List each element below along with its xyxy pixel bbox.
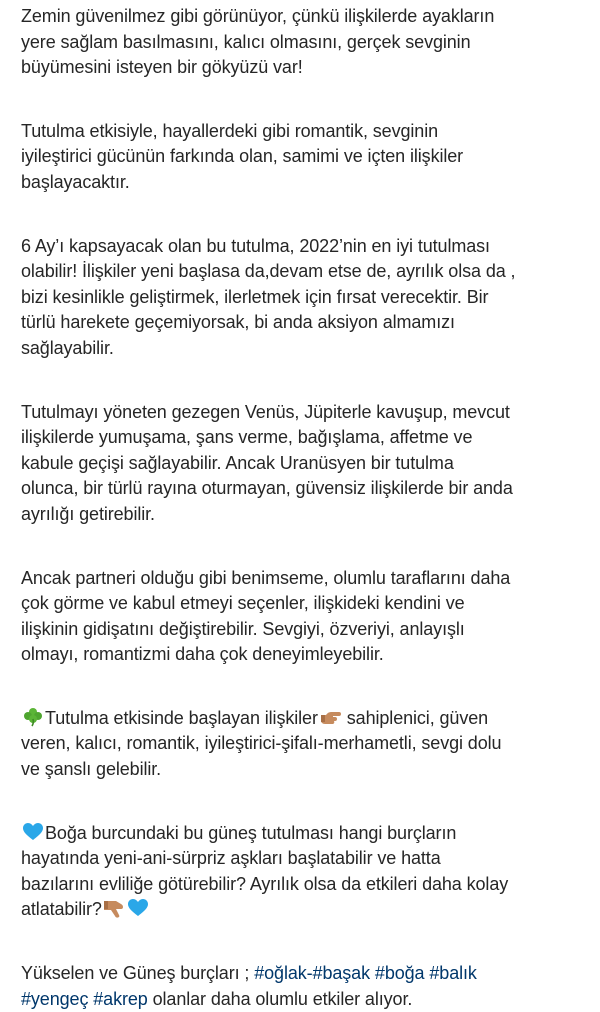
backhand-index-pointing-right-icon [319, 707, 341, 727]
text-line: 6 Ay’ı kapsayacak olan bu tutulma, 2022’nin en iyi tutulması [21, 235, 490, 256]
text-line: olunca, bir türlü rayına oturmayan, güvensiz ilişkilerde bir anda [21, 478, 513, 499]
text-line: Tutulmayı yöneten gezegen Venüs, Jüpiterle kavuşup, mevcut [21, 401, 510, 422]
text-line: olabilir! İlişkiler yeni başlasa da,devam etse de, ayrılık olsa da , [21, 261, 516, 282]
text-line: Tutulma etkisiyle, hayallerdeki gibi romantik, sevginin [21, 120, 439, 141]
paragraph-relationships [21, 706, 582, 783]
text-line: Ancak partneri olduğu gibi benimseme, olumlu taraflarını daha [21, 567, 511, 588]
text-line: kabule geçişi sağlayabilir. Ancak Uranüsyen bir tutulma [21, 452, 454, 473]
text-segment: atlatabilir? [21, 899, 102, 920]
text-line: yere sağlam basılmasını, kalıcı olmasını, gerçek sevginin [21, 31, 471, 52]
text-line: ayrılığı getirebilir. [21, 503, 155, 524]
text-line: hayatında yeni-ani-sürpriz aşkları başlatabilir ve hatta [21, 848, 441, 869]
text-line [21, 961, 582, 987]
text-line: bizi kesinlikle geliştirmek, ilerletmek için fırsat verecektir. Bir [21, 286, 489, 307]
hashtag-oglak-basak[interactable]: #oğlak-#başak [254, 963, 370, 984]
hashtag-balik[interactable]: #balık [429, 963, 477, 984]
paragraph-venus [21, 400, 582, 528]
text-segment: Tutulma etkisinde başlayan ilişkiler [45, 707, 318, 728]
paragraph-signs [21, 961, 582, 1012]
paragraph-six-months [21, 234, 582, 362]
hashtag-boga[interactable]: #boğa [374, 963, 425, 984]
text-line: çok görme ve kabul etmeyi seçenler, ilişkideki kendini ve [21, 593, 465, 614]
text-line: Zemin güvenilmez gibi görünüyor, çünkü ilişkilerde ayakların [21, 6, 495, 26]
paragraph-partner [21, 566, 582, 668]
text-line: büyümesini isteyen bir gökyüzü var! [21, 57, 303, 78]
text-line: olmayı, romantizmi daha çok deneyimleyebilir. [21, 644, 384, 665]
text-line: veren, kalıcı, romantik, iyileştirici-şifalı-merhametli, sevgi dolu [21, 733, 502, 754]
text-line: ilişkinin gidişatını değiştirebilir. Sevgiyi, özveriyi, anlayışlı [21, 618, 465, 639]
hashtag-akrep[interactable]: #akrep [93, 988, 148, 1009]
backhand-index-pointing-down-icon [103, 898, 125, 918]
text-line: başlayacaktır. [21, 171, 130, 192]
text-line: bazılarını evliliğe götürebilir? Ayrılık olsa da etkileri daha kolay [21, 873, 509, 894]
four-leaf-clover-icon [22, 707, 44, 727]
paragraph-eclipse-effect [21, 119, 582, 196]
text-line: ilişkilerde yumuşama, şans verme, bağışlama, affetme ve [21, 427, 473, 448]
text-line: ve şanslı gelebilir. [21, 759, 162, 780]
text-segment: sahiplenici, güven [341, 707, 489, 728]
paragraph-intro [21, 4, 582, 81]
text-line [21, 897, 582, 923]
text-line: türlü harekete geçemiyorsak, bi anda aksiyon almamızı [21, 312, 455, 333]
text-segment: Yükselen ve Güneş burçları ; [21, 963, 255, 984]
text-line: iyileştirici gücünün farkında olan, samimi ve içten ilişkiler [21, 146, 464, 167]
paragraph-taurus-eclipse [21, 821, 582, 923]
text-segment: Boğa burcundaki bu güneş tutulması hangi burçların [45, 822, 457, 843]
text-line [21, 706, 582, 732]
blue-heart-icon [127, 898, 149, 918]
hashtag-yengec[interactable]: #yengeç [21, 988, 89, 1009]
blue-heart-icon [22, 822, 44, 842]
text-line [21, 821, 582, 847]
text-line [21, 987, 582, 1012]
text-line: sağlayabilir. [21, 337, 114, 358]
text-segment: olanlar daha olumlu etkiler alıyor. [147, 988, 413, 1009]
